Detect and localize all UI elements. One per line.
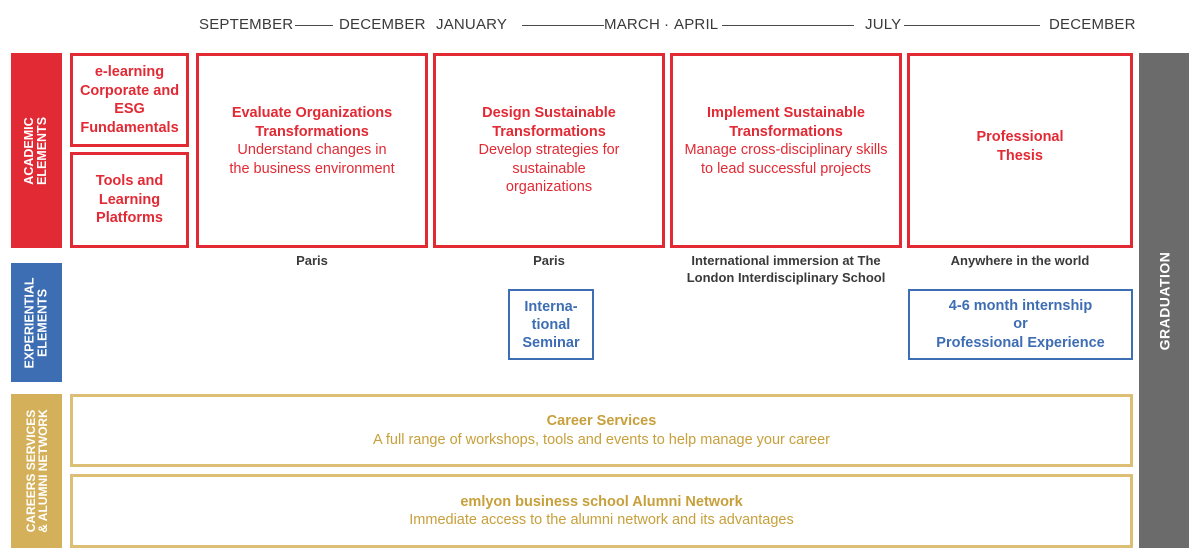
careers-alumni-label	[11, 394, 62, 548]
graduation-label: GRADUATION	[1156, 251, 1172, 350]
month-label-december: DECEMBER	[339, 16, 426, 33]
seminar-line: Interna-	[524, 298, 578, 315]
month-label-april: APRIL	[674, 16, 719, 33]
thesis-title: Professional Thesis	[976, 129, 1064, 164]
design-transformations-box	[433, 53, 665, 248]
side-label-line: ACADEMIC	[22, 116, 37, 185]
alumni-network-title: emlyon business school Alumni Network	[460, 493, 743, 510]
location-london: International immersion at The London Interdisciplinary School	[686, 253, 886, 285]
international-seminar-box	[508, 289, 594, 360]
internship-line: Professional Experience	[936, 334, 1105, 351]
side-label-line: CAREERS SERVICES	[23, 409, 38, 533]
timeline-connector	[904, 25, 1040, 26]
month-label-march: MARCH	[604, 16, 660, 33]
career-services-title: Career Services	[546, 413, 657, 429]
design-title: Design Sustainable Transformations	[482, 105, 616, 140]
evaluate-title: Evaluate Organizations Transformations	[231, 105, 393, 140]
professional-thesis-box	[907, 53, 1133, 248]
side-label-line: & ALUMNI NETWORK	[35, 409, 50, 533]
graduation-bar	[1139, 53, 1189, 548]
timeline-connector	[295, 25, 333, 26]
month-label-september: SEPTEMBER	[199, 16, 294, 33]
academic-elements-label	[11, 53, 62, 248]
seminar-line: Seminar	[522, 334, 580, 351]
month-label-january: JANUARY	[436, 16, 508, 33]
month-label-july: JULY	[865, 16, 902, 33]
location-paris: Paris	[296, 253, 328, 268]
internship-line: or	[1013, 316, 1028, 333]
timeline-dot: ·	[664, 16, 670, 33]
career-services-box	[70, 394, 1133, 467]
location-paris: Paris	[533, 253, 565, 268]
side-label-line: EXPERIENTIAL	[22, 277, 37, 368]
evaluate-description: Understand changes in the business environment	[229, 142, 395, 177]
internship-box	[908, 289, 1133, 360]
elearning-box	[70, 53, 189, 147]
implement-transformations-box	[670, 53, 902, 248]
timeline-connector	[722, 25, 854, 26]
experiential-elements-label	[11, 263, 62, 382]
alumni-network-description: Immediate access to the alumni network and its advantages	[409, 512, 794, 528]
side-label-line: ELEMENTS	[35, 288, 50, 357]
alumni-network-box	[70, 474, 1133, 548]
seminar-line: tional	[531, 316, 571, 333]
tools-platforms-box	[70, 152, 189, 248]
design-description: Develop strategies for sustainable organizations	[478, 142, 620, 195]
tools-platforms-title: Tools and Learning Platforms	[95, 173, 164, 227]
elearning-title: e-learning Corporate and ESG Fundamentals	[79, 64, 180, 136]
internship-line: 4-6 month internship	[948, 297, 1093, 314]
implement-title: Implement Sustainable Transformations	[707, 105, 865, 140]
implement-description: Manage cross-disciplinary skills to lead successful projects	[684, 142, 888, 177]
evaluate-transformations-box	[196, 53, 428, 248]
month-label-december-end: DECEMBER	[1049, 16, 1136, 33]
timeline-connector	[522, 25, 604, 26]
location-anywhere: Anywhere in the world	[950, 253, 1090, 268]
side-label-line: ELEMENTS	[35, 116, 50, 185]
career-services-description: A full range of workshops, tools and events to help manage your career	[372, 431, 831, 448]
